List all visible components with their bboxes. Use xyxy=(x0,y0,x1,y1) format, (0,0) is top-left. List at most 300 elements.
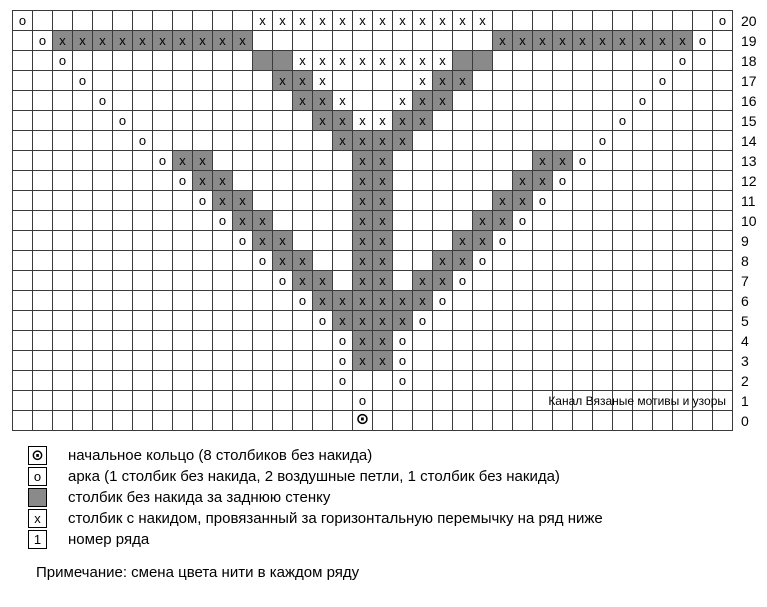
empty-cell xyxy=(673,331,693,351)
empty-cell xyxy=(393,391,413,411)
arc-cell: o xyxy=(193,191,213,211)
empty-cell xyxy=(233,11,253,31)
sc-cross-cell: x xyxy=(373,171,393,191)
empty-cell xyxy=(693,71,713,91)
empty-cell xyxy=(413,351,433,371)
empty-cell xyxy=(453,31,473,51)
empty-cell xyxy=(93,371,113,391)
empty-cell xyxy=(73,251,93,271)
sc-cross-cell: x xyxy=(353,131,373,151)
arc-cell: o xyxy=(73,71,93,91)
empty-cell xyxy=(293,331,313,351)
empty-cell xyxy=(473,271,493,291)
empty-cell xyxy=(73,231,93,251)
empty-cell xyxy=(33,371,53,391)
empty-cell xyxy=(153,211,173,231)
empty-cell xyxy=(153,331,173,351)
empty-cell xyxy=(633,411,653,431)
empty-cell xyxy=(213,351,233,371)
empty-cell xyxy=(593,271,613,291)
empty-cell xyxy=(313,31,333,51)
empty-cell xyxy=(153,411,173,431)
empty-cell xyxy=(133,351,153,371)
empty-cell xyxy=(253,391,273,411)
sc-cross-cell: x xyxy=(493,31,513,51)
empty-cell xyxy=(113,11,133,31)
empty-cell xyxy=(313,351,333,371)
empty-cell xyxy=(593,111,613,131)
cross-cell: x xyxy=(453,11,473,31)
sc-cross-cell: x xyxy=(513,171,533,191)
empty-cell xyxy=(513,311,533,331)
gray-square-icon xyxy=(28,488,47,507)
empty-cell xyxy=(113,231,133,251)
empty-cell xyxy=(313,191,333,211)
empty-cell xyxy=(573,371,593,391)
empty-cell xyxy=(313,171,333,191)
empty-cell xyxy=(53,211,73,231)
empty-cell xyxy=(453,291,473,311)
empty-cell xyxy=(233,291,253,311)
empty-cell xyxy=(513,131,533,151)
empty-cell xyxy=(533,411,553,431)
empty-cell xyxy=(413,171,433,191)
empty-cell xyxy=(593,151,613,171)
empty-cell xyxy=(53,191,73,211)
empty-cell xyxy=(553,51,573,71)
empty-cell xyxy=(453,171,473,191)
empty-cell xyxy=(73,311,93,331)
empty-cell xyxy=(473,71,493,91)
empty-cell xyxy=(113,271,133,291)
empty-cell xyxy=(73,51,93,71)
empty-cell xyxy=(653,151,673,171)
legend xyxy=(28,445,603,550)
empty-cell xyxy=(693,91,713,111)
empty-cell xyxy=(653,291,673,311)
sc-cross-cell: x xyxy=(433,91,453,111)
empty-cell xyxy=(453,111,473,131)
empty-cell xyxy=(573,231,593,251)
empty-cell xyxy=(333,251,353,271)
empty-cell xyxy=(573,51,593,71)
arc-cell: o xyxy=(333,371,353,391)
cross-cell: x xyxy=(353,51,373,71)
empty-cell xyxy=(593,311,613,331)
empty-cell xyxy=(73,211,93,231)
empty-cell xyxy=(313,371,333,391)
sc-cross-cell: x xyxy=(153,31,173,51)
empty-cell xyxy=(413,231,433,251)
row-number: 2 xyxy=(741,373,749,389)
empty-cell xyxy=(493,71,513,91)
row-number: 7 xyxy=(741,273,749,289)
empty-cell xyxy=(153,111,173,131)
empty-cell xyxy=(133,151,153,171)
empty-cell xyxy=(133,171,153,191)
empty-cell xyxy=(233,371,253,391)
empty-cell xyxy=(253,331,273,351)
empty-cell xyxy=(673,251,693,271)
empty-cell xyxy=(233,91,253,111)
arc-cell: o xyxy=(313,311,333,331)
sc-cross-cell: x xyxy=(393,291,413,311)
empty-cell xyxy=(693,191,713,211)
empty-cell xyxy=(513,71,533,91)
empty-cell xyxy=(73,91,93,111)
empty-cell xyxy=(453,191,473,211)
empty-cell xyxy=(473,391,493,411)
empty-cell xyxy=(13,251,33,271)
empty-cell xyxy=(133,331,153,351)
empty-cell xyxy=(93,191,113,211)
arc-cell: o xyxy=(113,111,133,131)
sc-cross-cell: x xyxy=(673,31,693,51)
row-number: 12 xyxy=(741,173,757,189)
empty-cell xyxy=(213,391,233,411)
empty-cell xyxy=(633,371,653,391)
arc-cell: o xyxy=(573,151,593,171)
arc-cell: o xyxy=(273,271,293,291)
sc-cross-cell: x xyxy=(633,31,653,51)
empty-cell xyxy=(133,11,153,31)
arc-cell: o xyxy=(493,231,513,251)
sc-cross-cell: x xyxy=(373,291,393,311)
ring-cell: ⊙ xyxy=(353,411,373,431)
empty-cell xyxy=(153,171,173,191)
arc-cell: o xyxy=(393,331,413,351)
empty-cell xyxy=(653,371,673,391)
empty-cell xyxy=(533,331,553,351)
empty-cell xyxy=(13,151,33,171)
empty-cell xyxy=(633,331,653,351)
empty-cell xyxy=(253,411,273,431)
empty-cell xyxy=(513,51,533,71)
empty-cell xyxy=(633,151,653,171)
row-number: 10 xyxy=(741,213,757,229)
empty-cell xyxy=(573,291,593,311)
empty-cell xyxy=(273,191,293,211)
empty-cell xyxy=(233,111,253,131)
empty-cell xyxy=(193,411,213,431)
empty-cell xyxy=(33,91,53,111)
row-number: 0 xyxy=(741,413,749,429)
arc-cell: o xyxy=(633,91,653,111)
empty-cell xyxy=(133,251,153,271)
empty-cell xyxy=(413,131,433,151)
row-number: 8 xyxy=(741,253,749,269)
empty-cell xyxy=(553,371,573,391)
empty-cell xyxy=(13,171,33,191)
empty-cell xyxy=(153,91,173,111)
empty-cell xyxy=(633,231,653,251)
empty-cell xyxy=(593,171,613,191)
empty-cell xyxy=(293,371,313,391)
empty-cell xyxy=(673,111,693,131)
row-number: 11 xyxy=(741,193,756,209)
cross-cell: x xyxy=(413,51,433,71)
empty-cell xyxy=(93,271,113,291)
sc-cross-cell: x xyxy=(353,271,373,291)
empty-cell xyxy=(313,131,333,151)
empty-cell xyxy=(473,111,493,131)
legend-item-ring xyxy=(28,445,603,466)
sc-cross-cell: x xyxy=(413,291,433,311)
empty-cell xyxy=(653,351,673,371)
empty-cell xyxy=(333,231,353,251)
empty-cell xyxy=(193,251,213,271)
sc-cross-cell: x xyxy=(373,271,393,291)
empty-cell xyxy=(313,231,333,251)
empty-cell xyxy=(133,271,153,291)
empty-cell xyxy=(373,371,393,391)
empty-cell xyxy=(193,51,213,71)
sc-cross-cell: x xyxy=(413,91,433,111)
empty-cell xyxy=(73,171,93,191)
empty-cell xyxy=(493,391,513,411)
empty-cell xyxy=(533,131,553,151)
empty-cell xyxy=(473,291,493,311)
empty-cell xyxy=(393,211,413,231)
empty-cell xyxy=(13,271,33,291)
empty-cell xyxy=(513,411,533,431)
empty-cell xyxy=(13,31,33,51)
sc-cross-cell: x xyxy=(273,251,293,271)
sc-cross-cell: x xyxy=(353,331,373,351)
watermark-text: Канал Вязаные мотивы и узоры xyxy=(548,394,726,408)
empty-cell xyxy=(553,291,573,311)
empty-cell xyxy=(153,271,173,291)
empty-cell xyxy=(33,291,53,311)
cross-cell: x xyxy=(413,71,433,91)
empty-cell xyxy=(33,171,53,191)
empty-cell xyxy=(53,351,73,371)
arc-cell: o xyxy=(33,31,53,51)
empty-cell xyxy=(553,111,573,131)
empty-cell xyxy=(633,271,653,291)
empty-cell xyxy=(253,131,273,151)
empty-cell xyxy=(653,11,673,31)
empty-cell xyxy=(273,311,293,331)
empty-cell xyxy=(473,331,493,351)
arc-cell: o xyxy=(13,11,33,31)
cross-cell: x xyxy=(373,111,393,131)
sc-cross-cell: x xyxy=(533,31,553,51)
sc-cross-cell: x xyxy=(373,131,393,151)
empty-cell xyxy=(113,91,133,111)
empty-cell xyxy=(493,171,513,191)
empty-cell xyxy=(293,311,313,331)
sc-cross-cell: x xyxy=(333,311,353,331)
cross-cell: x xyxy=(313,51,333,71)
empty-cell xyxy=(513,11,533,31)
empty-cell xyxy=(633,211,653,231)
empty-cell xyxy=(173,251,193,271)
empty-cell xyxy=(513,271,533,291)
empty-cell xyxy=(313,391,333,411)
row-number: 18 xyxy=(741,53,757,69)
empty-cell xyxy=(113,151,133,171)
empty-cell xyxy=(253,151,273,171)
empty-cell xyxy=(273,351,293,371)
sc-cross-cell: x xyxy=(353,171,373,191)
empty-cell xyxy=(533,51,553,71)
empty-cell xyxy=(433,31,453,51)
sc-cross-cell: x xyxy=(413,271,433,291)
empty-cell xyxy=(593,191,613,211)
empty-cell xyxy=(293,351,313,371)
empty-cell xyxy=(573,131,593,151)
sc-cross-cell: x xyxy=(373,251,393,271)
sc-cross-cell: x xyxy=(273,71,293,91)
legend-label: начальное кольцо (8 столбиков без накида) xyxy=(68,447,373,464)
empty-cell xyxy=(413,331,433,351)
sc-cross-cell: x xyxy=(193,31,213,51)
empty-cell xyxy=(593,231,613,251)
sc-cross-cell: x xyxy=(553,31,573,51)
empty-cell xyxy=(93,11,113,31)
sc-cross-cell: x xyxy=(653,31,673,51)
empty-cell xyxy=(273,31,293,51)
empty-cell xyxy=(673,371,693,391)
empty-cell xyxy=(573,311,593,331)
sc-cross-cell: x xyxy=(373,331,393,351)
empty-cell xyxy=(33,411,53,431)
sc-cross-cell: x xyxy=(473,211,493,231)
empty-cell xyxy=(293,111,313,131)
empty-cell xyxy=(573,211,593,231)
empty-cell xyxy=(693,151,713,171)
empty-cell xyxy=(173,231,193,251)
empty-cell xyxy=(33,11,53,31)
empty-cell xyxy=(573,71,593,91)
empty-cell xyxy=(213,91,233,111)
empty-cell xyxy=(353,31,373,51)
arc-cell: o xyxy=(713,11,733,31)
empty-cell xyxy=(713,91,733,111)
sc-cross-cell: x xyxy=(393,311,413,331)
cross-cell: x xyxy=(433,11,453,31)
empty-cell xyxy=(433,391,453,411)
empty-cell xyxy=(553,331,573,351)
empty-cell xyxy=(713,211,733,231)
empty-cell xyxy=(153,71,173,91)
empty-cell xyxy=(613,151,633,171)
sc-cross-cell: x xyxy=(373,311,393,331)
empty-cell xyxy=(693,231,713,251)
legend-label: столбик без накида за заднюю стенку xyxy=(68,489,331,506)
empty-cell xyxy=(553,211,573,231)
empty-cell xyxy=(433,411,453,431)
cross-cell: x xyxy=(333,51,353,71)
empty-cell xyxy=(513,91,533,111)
empty-cell xyxy=(433,211,453,231)
empty-cell xyxy=(553,11,573,31)
arc-cell: o xyxy=(93,91,113,111)
sc-cell xyxy=(273,51,293,71)
empty-cell xyxy=(673,151,693,171)
empty-cell xyxy=(533,231,553,251)
empty-cell xyxy=(593,11,613,31)
empty-cell xyxy=(373,411,393,431)
empty-cell xyxy=(413,411,433,431)
empty-cell xyxy=(253,311,273,331)
ring-icon: ⊙ xyxy=(28,446,47,465)
sc-cross-cell: x xyxy=(373,351,393,371)
sc-cross-cell: x xyxy=(353,311,373,331)
empty-cell xyxy=(253,291,273,311)
empty-cell xyxy=(13,291,33,311)
empty-cell xyxy=(213,291,233,311)
empty-cell xyxy=(533,271,553,291)
empty-cell xyxy=(53,331,73,351)
sc-cross-cell: x xyxy=(233,211,253,231)
empty-cell xyxy=(653,111,673,131)
sc-cross-cell: x xyxy=(173,31,193,51)
empty-cell xyxy=(13,131,33,151)
empty-cell xyxy=(413,211,433,231)
sc-cross-cell: x xyxy=(353,211,373,231)
sc-cross-cell: x xyxy=(313,291,333,311)
empty-cell xyxy=(513,351,533,371)
cross-cell: x xyxy=(413,11,433,31)
empty-cell xyxy=(493,111,513,131)
empty-cell xyxy=(293,171,313,191)
empty-cell xyxy=(93,351,113,371)
empty-cell xyxy=(53,271,73,291)
sc-cross-cell: x xyxy=(313,111,333,131)
empty-cell xyxy=(33,251,53,271)
empty-cell xyxy=(213,111,233,131)
sc-cross-cell: x xyxy=(353,251,373,271)
sc-cross-cell: x xyxy=(213,171,233,191)
empty-cell xyxy=(493,371,513,391)
empty-cell xyxy=(213,411,233,431)
empty-cell xyxy=(53,391,73,411)
empty-cell xyxy=(53,291,73,311)
empty-cell xyxy=(193,231,213,251)
empty-cell xyxy=(533,371,553,391)
empty-cell xyxy=(593,411,613,431)
sc-cross-cell: x xyxy=(493,211,513,231)
empty-cell xyxy=(193,351,213,371)
empty-cell xyxy=(113,171,133,191)
empty-cell xyxy=(93,291,113,311)
empty-cell xyxy=(193,291,213,311)
sc-cross-cell: x xyxy=(413,111,433,131)
empty-cell xyxy=(253,351,273,371)
arc-cell: o xyxy=(653,71,673,91)
empty-cell xyxy=(713,251,733,271)
empty-cell xyxy=(153,11,173,31)
empty-cell xyxy=(13,111,33,131)
empty-cell xyxy=(293,211,313,231)
empty-cell xyxy=(153,311,173,331)
empty-cell xyxy=(473,411,493,431)
empty-cell xyxy=(193,11,213,31)
empty-cell xyxy=(193,71,213,91)
cross-cell: x xyxy=(253,11,273,31)
empty-cell xyxy=(573,91,593,111)
cross-cell: x xyxy=(393,91,413,111)
empty-cell xyxy=(53,411,73,431)
empty-cell xyxy=(273,131,293,151)
empty-cell xyxy=(173,391,193,411)
empty-cell xyxy=(193,311,213,331)
sc-cross-cell: x xyxy=(193,151,213,171)
arc-cell: o xyxy=(133,131,153,151)
empty-cell xyxy=(53,71,73,91)
